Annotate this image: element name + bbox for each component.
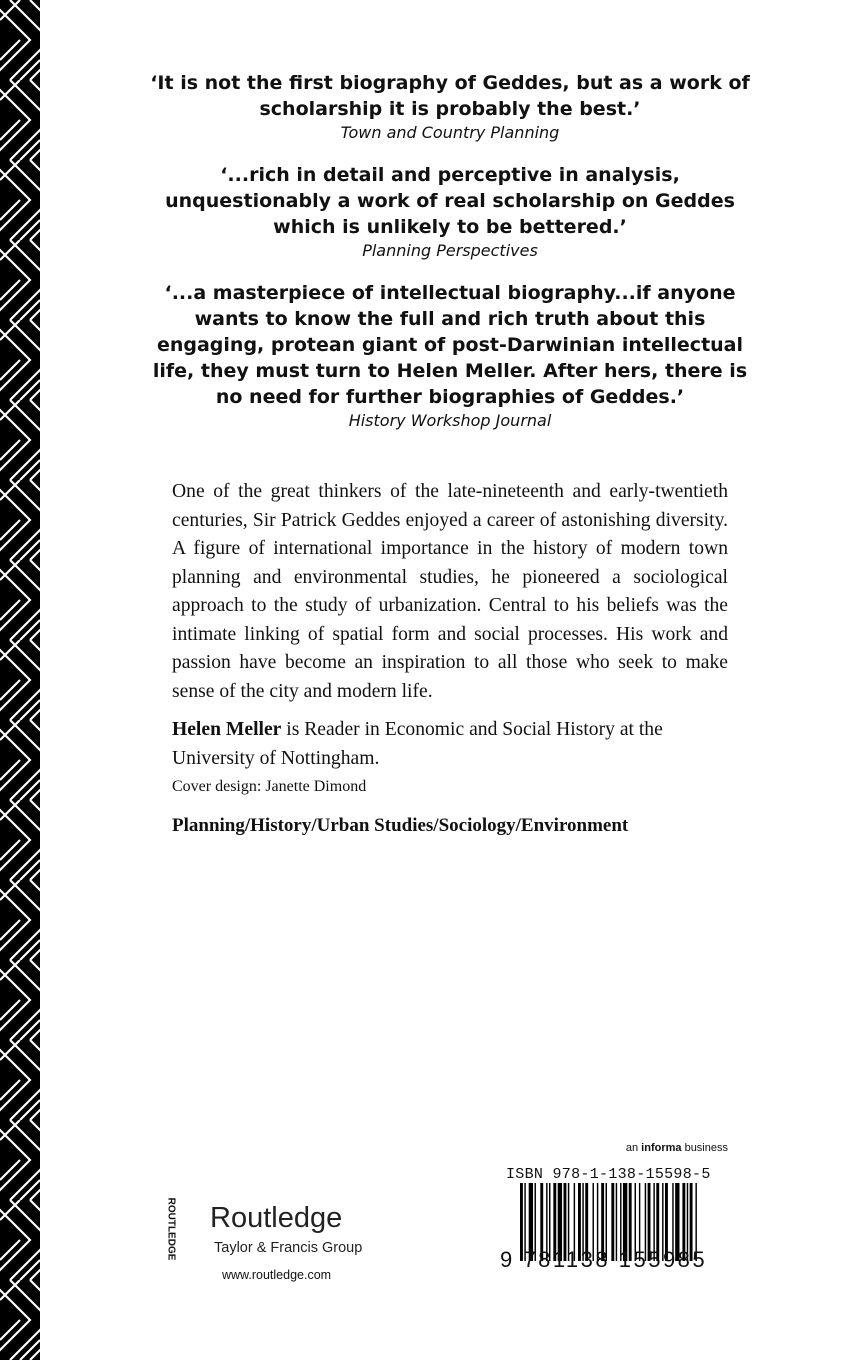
review-quotes (150, 70, 750, 450)
review-quote (150, 162, 750, 262)
quote-text: ‘...rich in detail and perceptive in analysis, unquestionably a work of real scholarship on Geddes which is unlikely to be bettered.’ (165, 164, 735, 238)
author-bio-text: is Reader in Economic and Social History at the University of Nottingham. (172, 719, 663, 769)
routledge-logo-icon (160, 1198, 182, 1260)
informa-prefix: an (625, 1142, 642, 1154)
author-bio (172, 716, 732, 773)
isbn-text: ISBN 978-1-138-15598-5 (506, 1166, 711, 1183)
review-quote (150, 70, 750, 144)
quote-source: Town and Country Planning (340, 123, 560, 142)
quote-source: Planning Perspectives (362, 241, 538, 260)
informa-business-label (626, 1142, 728, 1154)
barcode-number: 9 781138 155985 (500, 1247, 708, 1272)
informa-suffix: business (681, 1142, 728, 1154)
zigzag-pattern-icon (0, 0, 40, 1360)
routledge-logo-text: ROUTLEDGE (165, 1198, 177, 1260)
author-name: Helen Meller (172, 719, 282, 740)
informa-brand: informa (641, 1142, 682, 1154)
subject-categories: Planning/History/Urban Studies/Sociology/Environment (172, 815, 629, 836)
publisher-url[interactable]: www.routledge.com (222, 1268, 332, 1282)
decorative-border-strip (0, 0, 40, 1360)
quote-text: ‘...a masterpiece of intellectual biography...if anyone wants to know the full and rich truth about this engaging, protean giant of post-Darwinian intellectual life, they must turn to Helen Meller. After hers, there is no need for further biographies of Geddes.’ (152, 282, 748, 408)
book-description: One of the great thinkers of the late-nineteenth and early-twentieth centuries, Sir Patrick Geddes enjoyed a career of astonishing diversity. A figure of international importance in the history of modern town planning and environmental studies, he pioneered a sociological approach to the study of urbanization. Central to his beliefs was the intimate linking of spatial form and social processes. His work and passion have become an inspiration to all those who seek to make sense of the city and modern life. (172, 481, 728, 702)
publisher-name: Routledge (210, 1202, 343, 1234)
review-quote (150, 280, 750, 432)
quote-source: History Workshop Journal (348, 411, 552, 430)
publisher-group: Taylor & Francis Group (214, 1240, 363, 1256)
quote-text: ‘It is not the first biography of Geddes, but as a work of scholarship it is probably the best.’ (150, 72, 750, 120)
cover-design-credit: Cover design: Janette Dimond (172, 778, 367, 795)
